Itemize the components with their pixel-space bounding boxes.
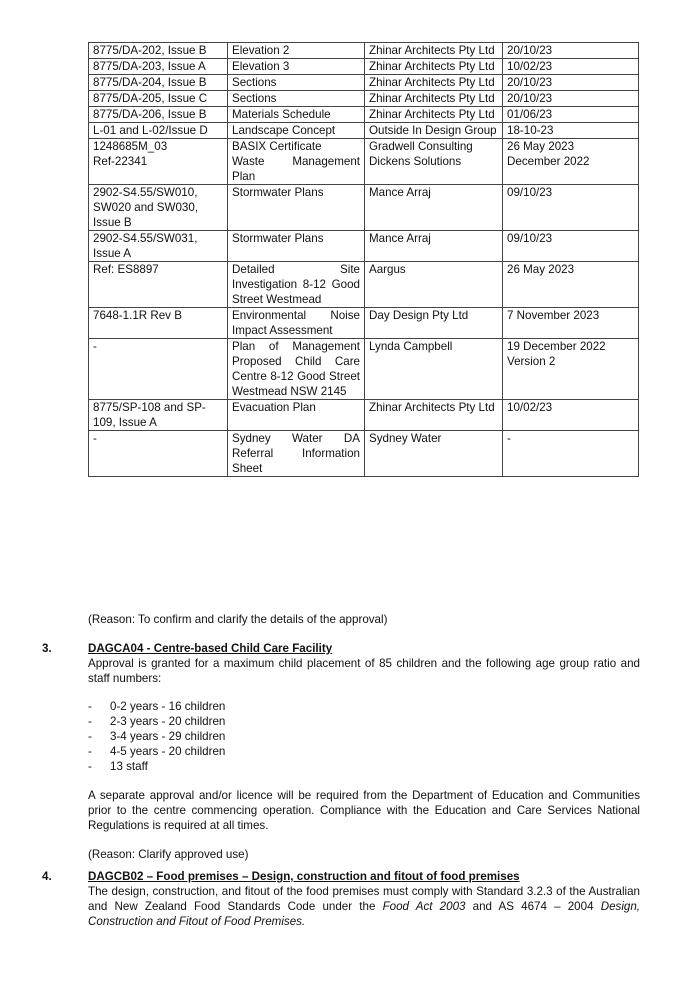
table-cell: Zhinar Architects Pty Ltd: [365, 91, 503, 107]
table-cell: -: [89, 339, 228, 400]
table-cell: 26 May 2023 December 2022: [503, 139, 639, 185]
table-cell: -: [503, 431, 639, 477]
section-4-number: 4.: [42, 870, 52, 883]
table-cell: Lynda Campbell: [365, 339, 503, 400]
table-row: [89, 339, 639, 400]
table-cell: 8775/SP-108 and SP-109, Issue A: [89, 400, 228, 431]
table-cell: Plan of Management Proposed Child Care Centre 8-12 Good Street Westmead NSW 2145: [228, 339, 365, 400]
table-cell: Outside In Design Group: [365, 123, 503, 139]
table-cell: 2902-S4.55/SW010, SW020 and SW030, Issue B: [89, 185, 228, 231]
table-cell: Landscape Concept: [228, 123, 365, 139]
table-cell: 01/06/23: [503, 107, 639, 123]
table-cell: Sections: [228, 91, 365, 107]
table-row: [89, 43, 639, 59]
table-cell: 7 November 2023: [503, 308, 639, 339]
section-3-number: 3.: [42, 642, 52, 655]
table-cell: Sydney Water DA Referral Information Sheet: [228, 431, 365, 477]
table-cell: 09/10/23: [503, 231, 639, 262]
table-cell: 10/02/23: [503, 400, 639, 431]
table-cell: Elevation 3: [228, 59, 365, 75]
table-row: [89, 231, 639, 262]
table-cell: 26 May 2023: [503, 262, 639, 308]
table-cell: 8775/DA-202, Issue B: [89, 43, 228, 59]
table-cell: Aargus: [365, 262, 503, 308]
table-cell: 7648-1.1R Rev B: [89, 308, 228, 339]
table-row: [89, 123, 639, 139]
table-cell: Detailed Site Investigation 8-12 Good Street Westmead: [228, 262, 365, 308]
section-4: [88, 869, 640, 929]
reason-approval-details: (Reason: To confirm and clarify the details of the approval): [88, 613, 388, 626]
table-cell: -: [89, 431, 228, 477]
list-item: - 4-5 years - 20 children: [88, 744, 640, 759]
approved-documents-table: [88, 42, 639, 477]
table-cell: 20/10/23: [503, 75, 639, 91]
table-cell: Sydney Water: [365, 431, 503, 477]
section-3: [88, 641, 640, 862]
section-3-intro: Approval is granted for a maximum child placement of 85 children and the following age group ratio and staff numbers:: [88, 657, 640, 685]
section-3-title: DAGCA04 - Centre-based Child Care Facility: [88, 642, 333, 655]
text-run: The design, construction, and fitout of the food premises must comply with Standard 3.2.3 of the Australian and New Zealand Food Standards Code under the: [88, 885, 640, 913]
table-cell: Zhinar Architects Pty Ltd: [365, 400, 503, 431]
table-cell: Zhinar Architects Pty Ltd: [365, 75, 503, 91]
table-cell: L-01 and L-02/Issue D: [89, 123, 228, 139]
table-cell: 19 December 2022 Version 2: [503, 339, 639, 400]
table-cell: 8775/DA-206, Issue B: [89, 107, 228, 123]
table-row: [89, 59, 639, 75]
table-row: [89, 91, 639, 107]
table-row: [89, 262, 639, 308]
section-4-paragraph: [88, 884, 640, 929]
table-cell: Zhinar Architects Pty Ltd: [365, 43, 503, 59]
table-row: [89, 107, 639, 123]
table-cell: 8775/DA-203, Issue A: [89, 59, 228, 75]
list-item: - 3-4 years - 29 children: [88, 729, 640, 744]
table-cell: 20/10/23: [503, 43, 639, 59]
table-cell: 2902-S4.55/SW031, Issue A: [89, 231, 228, 262]
table-cell: 1248685M_03 Ref-22341: [89, 139, 228, 185]
table-cell: Stormwater Plans: [228, 185, 365, 231]
table-cell: 10/02/23: [503, 59, 639, 75]
table-row: [89, 431, 639, 477]
table-row: [89, 185, 639, 231]
table-cell: Gradwell Consulting Dickens Solutions: [365, 139, 503, 185]
table-row: [89, 308, 639, 339]
text-run: and AS 4674 – 2004: [465, 900, 601, 913]
table-cell: 8775/DA-205, Issue C: [89, 91, 228, 107]
table-cell: Zhinar Architects Pty Ltd: [365, 59, 503, 75]
list-item: - 0-2 years - 16 children: [88, 699, 640, 714]
table-cell: Stormwater Plans: [228, 231, 365, 262]
section-3-licence-paragraph: A separate approval and/or licence will be required from the Department of Education and Communities prior to the centre commencing operation. Compliance with the Education and Care Services National Regulations is required at all times.: [88, 789, 640, 832]
table-cell: 20/10/23: [503, 91, 639, 107]
table-cell: 09/10/23: [503, 185, 639, 231]
list-item: - 13 staff: [88, 759, 640, 774]
table-cell: Evacuation Plan: [228, 400, 365, 431]
list-item: - 2-3 years - 20 children: [88, 714, 640, 729]
table-cell: Environmental Noise Impact Assessment: [228, 308, 365, 339]
table-cell: Sections: [228, 75, 365, 91]
table-row: [89, 400, 639, 431]
table-cell: Elevation 2: [228, 43, 365, 59]
italic-text: Design, Construction and Fitout of Food Premises.: [88, 900, 641, 928]
table-row: [89, 139, 639, 185]
table-cell: Mance Arraj: [365, 185, 503, 231]
table-cell: Day Design Pty Ltd: [365, 308, 503, 339]
italic-text: Food Act 2003: [382, 900, 466, 913]
table-cell: Zhinar Architects Pty Ltd: [365, 107, 503, 123]
table-row: [89, 75, 639, 91]
table-cell: BASIX Certificate Waste Management Plan: [228, 139, 365, 185]
table-cell: Mance Arraj: [365, 231, 503, 262]
age-group-list: [88, 699, 640, 774]
table-cell: Ref: ES8897: [89, 262, 228, 308]
section-3-reason: (Reason: Clarify approved use): [88, 848, 249, 861]
table-cell: 8775/DA-204, Issue B: [89, 75, 228, 91]
section-4-title: DAGCB02 – Food premises – Design, construction and fitout of food premises: [88, 870, 520, 883]
table-cell: Materials Schedule: [228, 107, 365, 123]
table-cell: 18-10-23: [503, 123, 639, 139]
